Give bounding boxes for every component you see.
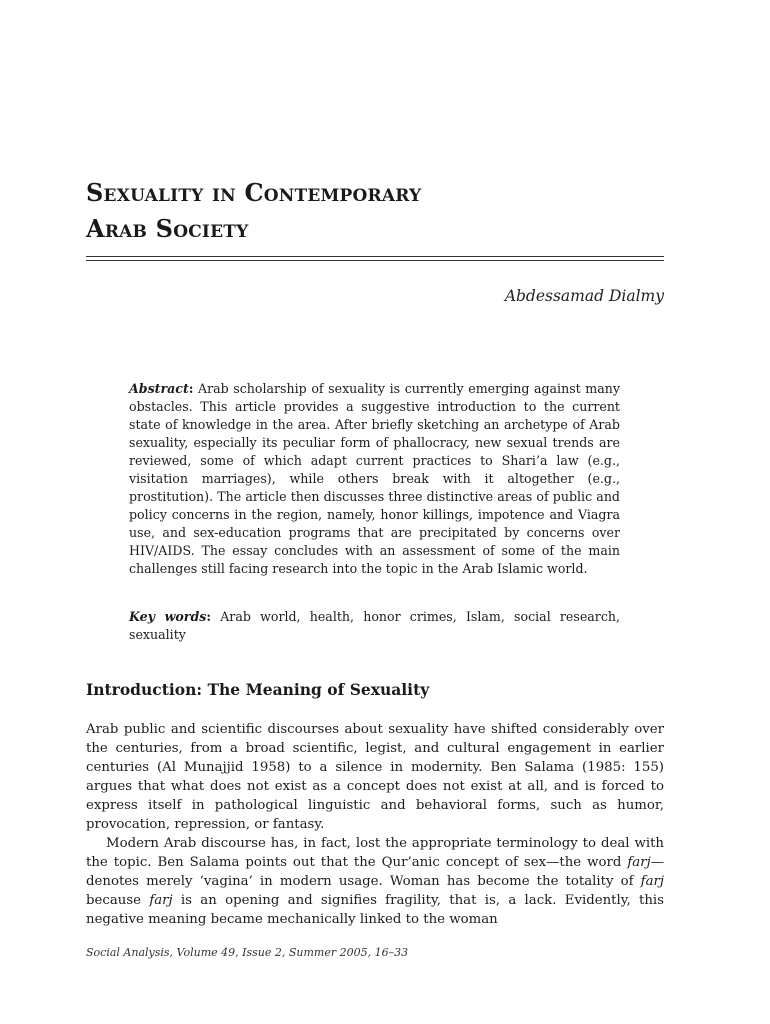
term-farj: farj	[640, 874, 664, 889]
keywords-label: Key words	[129, 609, 207, 624]
article-title	[86, 175, 686, 247]
term-farj: farj	[627, 855, 651, 870]
term-farj: farj	[149, 893, 173, 908]
title-line-2: Arab Society	[86, 214, 249, 243]
body-paragraph-2	[86, 834, 664, 929]
body-paragraph-1: Arab public and scientific discourses about sexuality have shifted considerably over the centuries, from a broad scientific, legist, and cultural engagement in earlier centuries (Al Munajjid 1958) to a silence in modernity. Ben Salama (1985: 155) argues that what does not exist as a concept does not exist at all, and is forced to express itself in pathological linguistic and behavioral forms, such as humor, provocation, repression, or fantasy.	[86, 722, 664, 832]
author-name: Abdessamad Dialmy	[504, 287, 664, 305]
body-p2-segment: is an opening and signifies fragility, that is, a lack. Evidently, this negative meaning became mechanically linked to the woman	[86, 893, 664, 927]
abstract-label: Abstract	[129, 381, 189, 396]
body-text	[86, 720, 664, 929]
keywords-text: Arab world, health, honor crimes, Islam, social research, sexuality	[129, 609, 620, 642]
keywords: Key words: Arab world, health, honor crimes, Islam, social research, sexuality	[129, 609, 620, 642]
body-p2-segment: —denotes merely ‘vagina’ in modern usage. Woman has become the totality of	[86, 855, 664, 889]
journal-citation-footer: Social Analysis, Volume 49, Issue 2, Summer 2005, 16–33	[86, 946, 409, 959]
abstract: Abstract: Arab scholarship of sexuality is currently emerging against many obstacles. This article provides a suggestive introduction to the current state of knowledge in the area. After briefly sketching an archetype of Arab sexuality, especially its peculiar form of phallocracy, new sexual trends are reviewed, some of which adapt current practices to Shari’a law (e.g., visitation marriages), while others break with it altogether (e.g., prostitution). The article then discusses three distinctive areas of public and policy concerns in the region, namely, honor killings, impotence and Viagra use, and sex-education programs that are precipitated by concerns over HIV/AIDS. The essay concludes with an assessment of some of the main challenges still facing research into the topic in the Arab Islamic world.	[129, 381, 620, 576]
body-p2-segment: Modern Arab discourse has, in fact, lost the appropriate terminology to deal with the topic. Ben Salama points out that the Qur’anic concept of sex—the word	[86, 836, 664, 870]
title-rule-top	[86, 256, 664, 257]
title-line-1: Sexuality in Contemporary	[86, 178, 422, 207]
section-heading: Introduction: The Meaning of Sexuality	[86, 680, 430, 699]
title-rule-bottom	[86, 260, 664, 261]
body-p2-segment: because	[86, 893, 150, 908]
abstract-text: Arab scholarship of sexuality is currently emerging against many obstacles. This article provides a suggestive introduction to the current state of knowledge in the area. After briefly sketching an archetype of Arab sexuality, especially its peculiar form of phallocracy, new sexual trends are reviewed, some of which adapt current practices to Shari’a law (e.g., visitation marriages), while others break with it altogether (e.g., prostitution). The article then discusses three distinctive areas of public and policy concerns in the region, namely, honor killings, impotence and Viagra use, and sex-education programs that are precipitated by concerns over HIV/AIDS. The essay concludes with an assessment of some of the main challenges still facing research into the topic in the Arab Islamic world.	[129, 381, 620, 576]
